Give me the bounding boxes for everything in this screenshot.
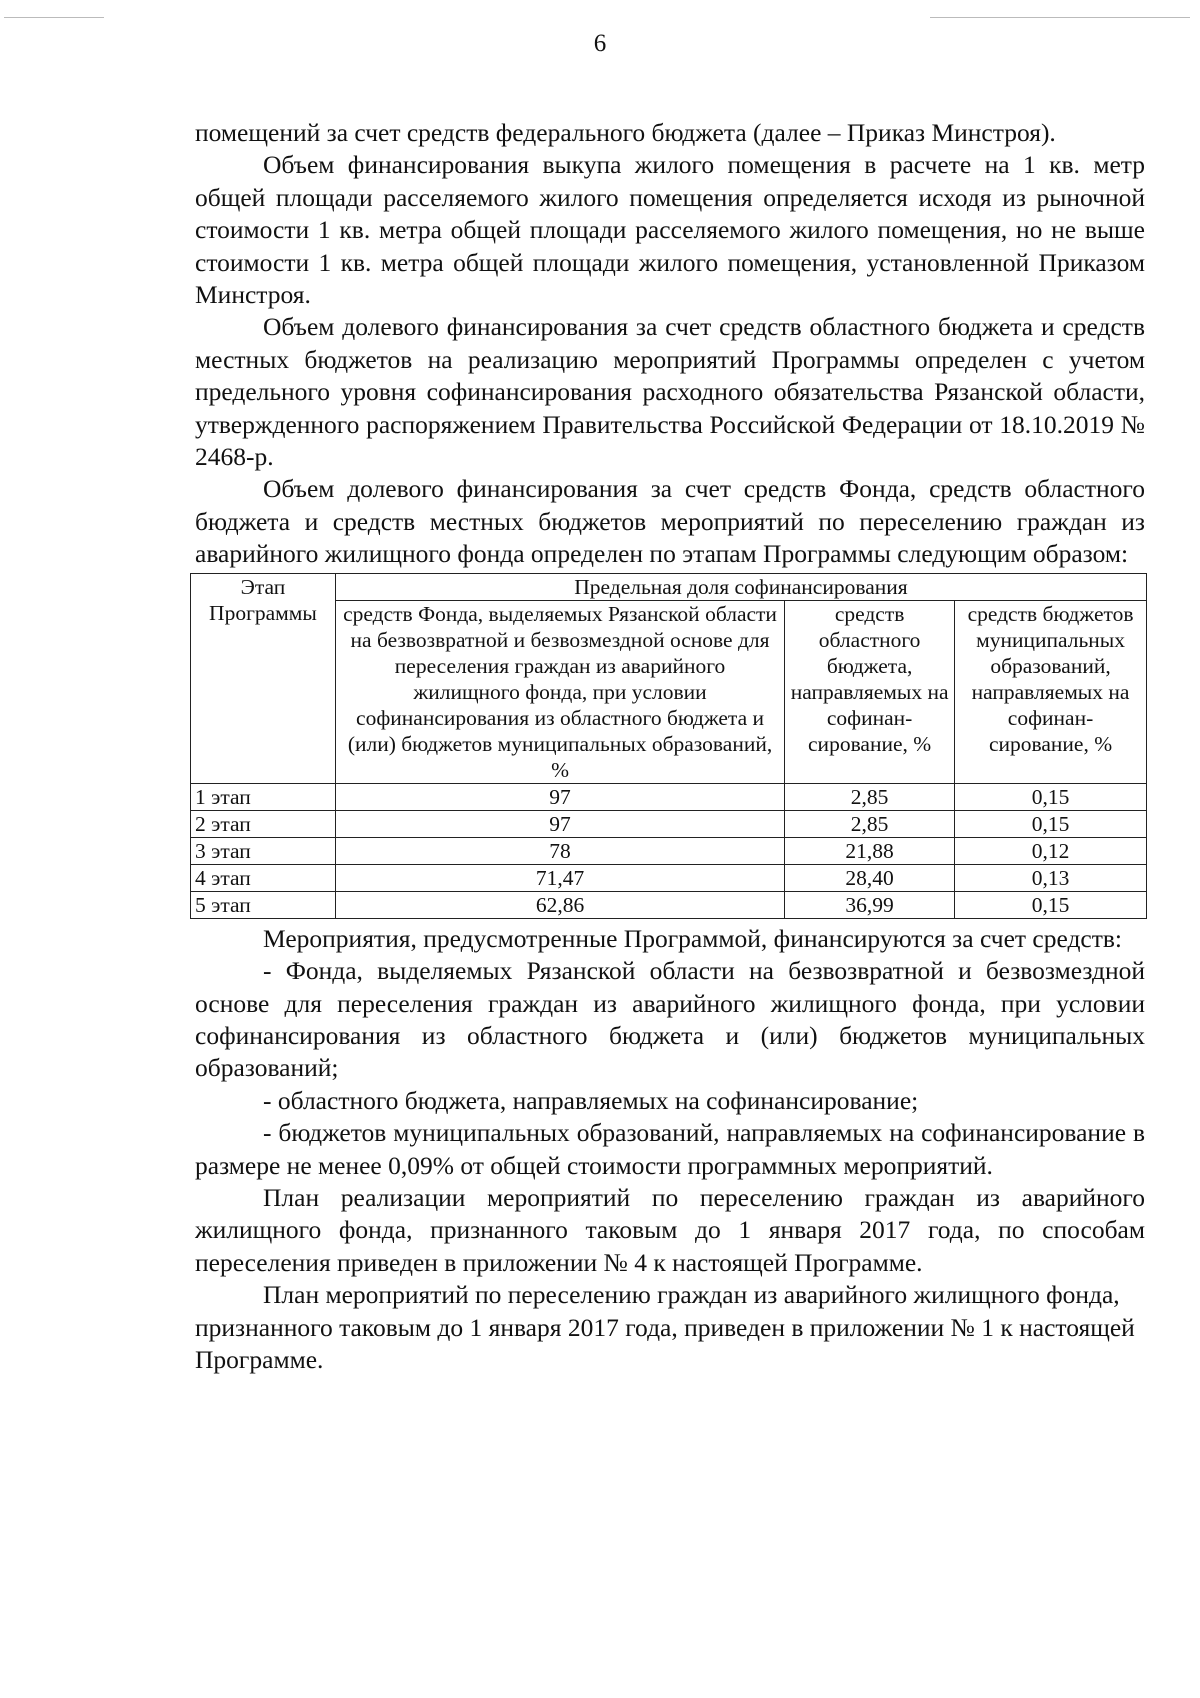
list-item: - бюджетов муниципальных образований, направляемых на софинансирование в размере не менее 0,09% от общей стоимости программных мероприятий. [195,1118,1145,1180]
municipal-cell: 0,13 [955,864,1147,891]
regional-cell: 36,99 [785,891,955,918]
page-number: 6 [593,30,607,57]
table-row [191,783,1147,810]
list-item: - Фонда, выделяемых Рязанской области на безвозвратной и безвозмездной основе для переселения граждан из аварийного жилищного фонда, при условии софинансирования из областного бюджета и (или) бюджетов муниципальных образований; [195,956,1145,1083]
paragraph: Мероприятия, предусмотренные Программой, финансируются за счет средств: [263,923,1123,953]
table-header-row [191,573,1147,600]
paragraph: План мероприятий по переселению граждан из аварийного жилищного фонда, признанного таковым до 1 января 2017 года, приведен в приложении № 1 к настоящей Программе. [195,1280,1135,1374]
table-row [191,810,1147,837]
table-row [191,837,1147,864]
regional-cell: 21,88 [785,837,955,864]
table-row [191,891,1147,918]
stage-cell: 4 этап [191,864,336,891]
group-header: Предельная доля софинансирования [335,573,1146,600]
fund-cell: 71,47 [335,864,784,891]
regional-cell: 2,85 [785,810,955,837]
paragraph: Объем финансирования выкупа жилого помещения в расчете на 1 кв. метр общей площади расселяемого жилого помещения определяется исходя из рыночной стоимости 1 кв. метра общей площади расселяемого жилого помещения, но не выше стоимости 1 кв. метра общей площади жилого помещения, установленной Приказом Минстроя. [195,150,1145,310]
fund-cell: 97 [335,810,784,837]
stage-cell: 1 этап [191,783,336,810]
municipal-cell: 0,15 [955,891,1147,918]
municipal-column-header: средств бюджетов муниципальных образований, направляемых на софинан-сирование, % [955,600,1147,783]
scan-edge-mark [4,17,104,18]
stage-header: Этап Программы [191,573,336,783]
paragraph: Объем долевого финансирования за счет средств областного бюджета и средств местных бюджетов на реализацию мероприятий Программы определен с учетом предельного уровня софинансирования расходного обязательства Рязанской области, утвержденного распоряжением Правительства Российской Федерации от 18.10.2019 № 2468-р. [195,312,1145,472]
regional-column-header: средств областного бюджета, направляемых на софинан-сирование, % [785,600,955,783]
list-item: - областного бюджета, направляемых на софинансирование; [263,1085,919,1115]
document-body [195,117,1145,1376]
stage-cell: 3 этап [191,837,336,864]
regional-cell: 28,40 [785,864,955,891]
fund-cell: 78 [335,837,784,864]
municipal-cell: 0,15 [955,783,1147,810]
municipal-cell: 0,12 [955,837,1147,864]
paragraph: План реализации мероприятий по переселению граждан из аварийного жилищного фонда, признанного таковым до 1 января 2017 года, по способам переселения приведен в приложении № 4 к настоящей Программе. [195,1182,1145,1277]
fund-column-header: средств Фонда, выделяемых Рязанской области на безвозвратной и безвозмездной основе для переселения граждан из аварийного жилищного фонда, при условии софинансирования из областного бюджета и (или) бюджетов муниципальных образований, % [335,600,784,783]
paragraph: помещений за счет средств федерального бюджета (далее – Приказ Минстроя). [195,118,1056,147]
stage-cell: 5 этап [191,891,336,918]
fund-cell: 97 [335,783,784,810]
scan-edge-mark [930,17,1190,18]
fund-cell: 62,86 [335,891,784,918]
stage-cell: 2 этап [191,810,336,837]
table-row [191,864,1147,891]
cofinancing-table [190,573,1147,919]
municipal-cell: 0,15 [955,810,1147,837]
paragraph: Объем долевого финансирования за счет средств Фонда, средств областного бюджета и средств местных бюджетов мероприятий по переселению граждан из аварийного жилищного фонда определен по этапам Программы следующим образом: [195,474,1145,569]
regional-cell: 2,85 [785,783,955,810]
